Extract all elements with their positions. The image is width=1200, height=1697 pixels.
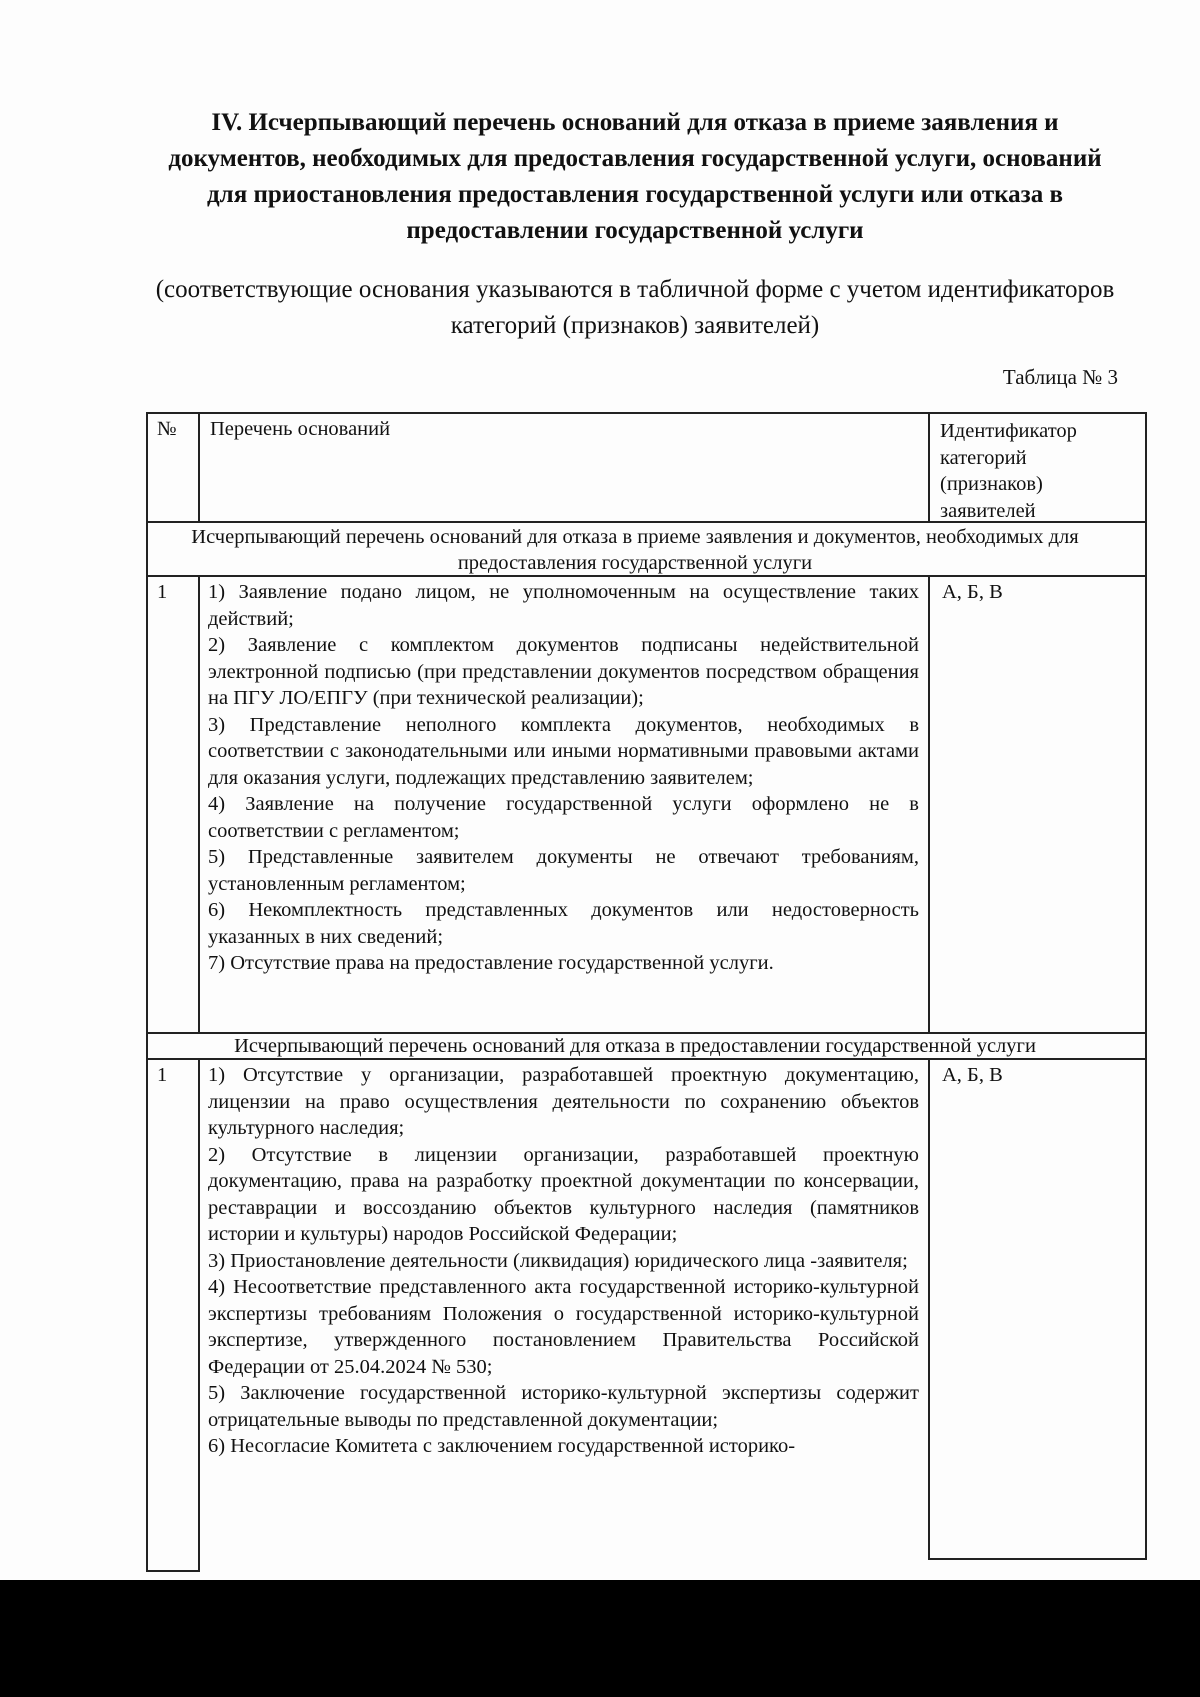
list-item: 4) Заявление на получение государственной услуги оформлено не в соответствии с регламентом; — [208, 793, 919, 842]
column-header-reasons: Перечень оснований — [210, 418, 391, 440]
list-item: 3) Представление неполного комплекта документов, необходимых в соответствии с законодательными или иными нормативными правовыми актами для оказания услуги, подлежащих представлению заявителем; — [208, 713, 919, 789]
scan-border — [0, 1580, 1200, 1697]
list-item: 6) Некомплектность представленных документов или недостоверность указанных в них сведений; — [208, 899, 919, 948]
section2-identifier: А, Б, В — [942, 1064, 1003, 1086]
list-item: 5) Заключение государственной историко-культурной экспертизы содержит отрицательные выводы по представленной документации; — [208, 1382, 919, 1431]
list-item: 2) Заявление с комплектом документов подписаны недействительной электронной подписью (при представлении документов посредством обращения на ПГУ ЛО/ЕПГУ (при технической реализации); — [208, 634, 919, 709]
section2-reasons-list — [208, 1062, 919, 1570]
list-item: 1) Отсутствие у организации, разработавшей проектную документацию, лицензии на право осуществления деятельности по сохранению объектов культурного наследия; — [208, 1064, 919, 1139]
section2-heading: Исчерпывающий перечень оснований для отказа в предоставлении государственной услуги — [234, 1035, 1036, 1057]
list-item: 5) Представленные заявителем документы не отвечают требованиям, установленным регламентом; — [208, 846, 919, 895]
list-item: 7) Отсутствие права на предоставление государственной услуги. — [208, 952, 774, 974]
list-item: 2) Отсутствие в лицензии организации, разработавшей проектную документацию, права на разработку проектной документации по консервации, реставрации и воссозданию объектов культурного наследия (памятников истории и культуры) народов Российской Федерации; — [208, 1143, 919, 1245]
section1-heading: Исчерпывающий перечень оснований для отказа в приеме заявления и документов, необходимых для предоставления государственной услуги — [191, 526, 1079, 574]
section1-reasons-list — [208, 579, 919, 1032]
section-subtitle: (соответствующие основания указываются в табличной форме с учетом идентификаторов категорий (признаков) заявителей) — [155, 276, 1115, 339]
column-header-number: № — [157, 418, 177, 440]
section2-row-number: 1 — [157, 1064, 168, 1086]
section1-identifier: А, Б, В — [942, 581, 1003, 603]
list-item: 6) Несогласие Комитета с заключением государственной историко- — [208, 1435, 796, 1457]
list-item: 1) Заявление подано лицом, не уполномоченным на осуществление таких действий; — [208, 581, 919, 630]
column-header-identifier: Идентификатор категорий (признаков) заявителей — [940, 420, 1077, 522]
section-title: IV. Исчерпывающий перечень оснований для отказа в приеме заявления и документов, необходимых для предоставления государственной услуги, оснований для приостановления предоставления государственной услуги или отказа в предоставлении государственной услуги — [168, 109, 1102, 244]
section1-row-number: 1 — [157, 581, 168, 603]
list-item: 4) Несоответствие представленного акта государственной историко-культурной экспертизы требованиям Положения о государственной историко-культурной экспертизе, утвержденного постановлением Правительства Российской Федерации от 25.04.2024 № 530; — [208, 1276, 919, 1378]
table-number: Таблица № 3 — [1002, 365, 1118, 389]
list-item: 3) Приостановление деятельности (ликвидация) юридического лица -заявителя; — [208, 1249, 908, 1272]
